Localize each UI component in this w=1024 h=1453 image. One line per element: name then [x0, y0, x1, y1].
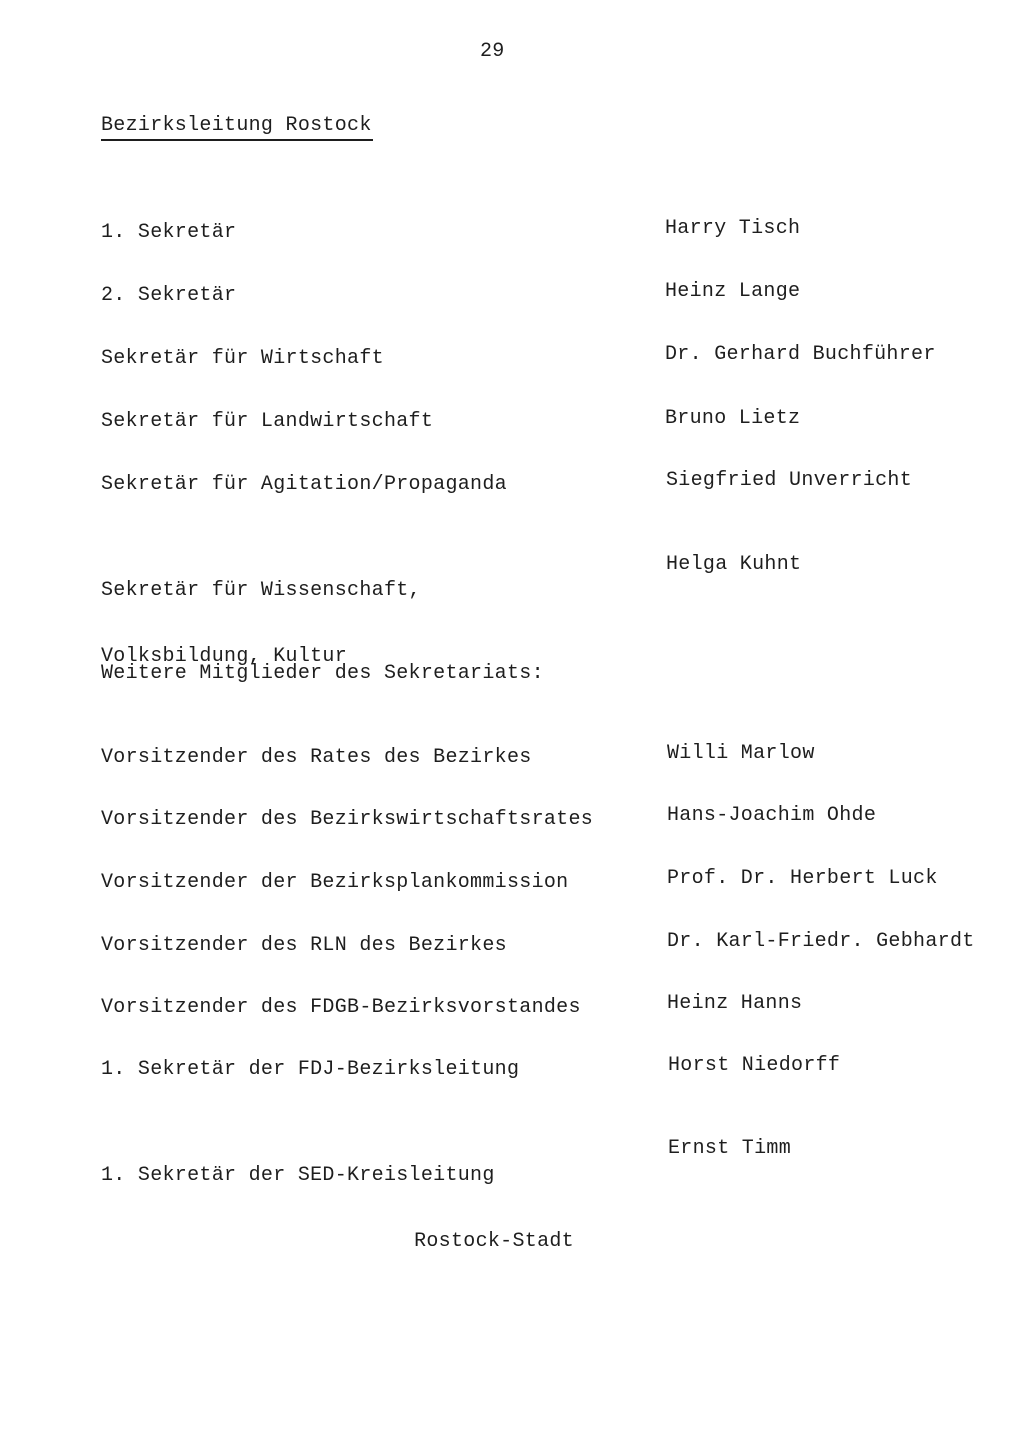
role-label: Vorsitzender des Rates des Bezirkes	[101, 746, 532, 769]
role-label: Sekretär für Wirtschaft	[101, 347, 384, 370]
person-name: Horst Niedorff	[668, 1054, 841, 1077]
role-label: Vorsitzender der Bezirksplankommission	[101, 871, 569, 894]
person-name: Heinz Hanns	[667, 992, 803, 1015]
person-name: Siegfried Unverricht	[666, 469, 913, 492]
person-name: Ernst Timm	[668, 1137, 792, 1160]
person-name: Harry Tisch	[665, 217, 801, 240]
role-label-line: Rostock-Stadt	[414, 1230, 574, 1253]
page-heading: Bezirksleitung Rostock	[101, 115, 373, 141]
role-label-multiline	[101, 1121, 574, 1297]
role-label-line: Sekretär für Wissenschaft,	[101, 579, 421, 602]
person-name: Prof. Dr. Herbert Luck	[667, 867, 938, 890]
role-label: Sekretär für Agitation/Propaganda	[101, 473, 507, 496]
role-label-line: Volksbildung, Kultur	[101, 645, 348, 668]
role-label: 1. Sekretär	[101, 221, 237, 244]
role-label-line: 1. Sekretär der SED-Kreisleitung	[101, 1164, 495, 1187]
role-label: 2. Sekretär	[101, 284, 237, 307]
person-name: Dr. Karl-Friedr. Gebhardt	[667, 930, 975, 953]
page-number: 29	[480, 40, 505, 63]
role-label: Sekretär für Landwirtschaft	[101, 410, 434, 433]
role-label: Vorsitzender des Bezirkswirtschaftsrates	[101, 808, 594, 831]
person-name: Helga Kuhnt	[666, 553, 802, 576]
person-name: Willi Marlow	[667, 742, 815, 765]
person-name: Heinz Lange	[665, 280, 801, 303]
section-title: Weitere Mitglieder des Sekretariats:	[101, 662, 544, 685]
person-name: Dr. Gerhard Buchführer	[665, 343, 936, 366]
person-name: Bruno Lietz	[665, 407, 801, 430]
role-label: 1. Sekretär der FDJ-Bezirksleitung	[101, 1058, 520, 1081]
person-name: Hans-Joachim Ohde	[667, 804, 877, 827]
role-label: Vorsitzender des RLN des Bezirkes	[101, 934, 507, 957]
role-label-multiline	[101, 536, 421, 712]
role-label: Vorsitzender des FDGB-Bezirksvorstandes	[101, 996, 581, 1019]
